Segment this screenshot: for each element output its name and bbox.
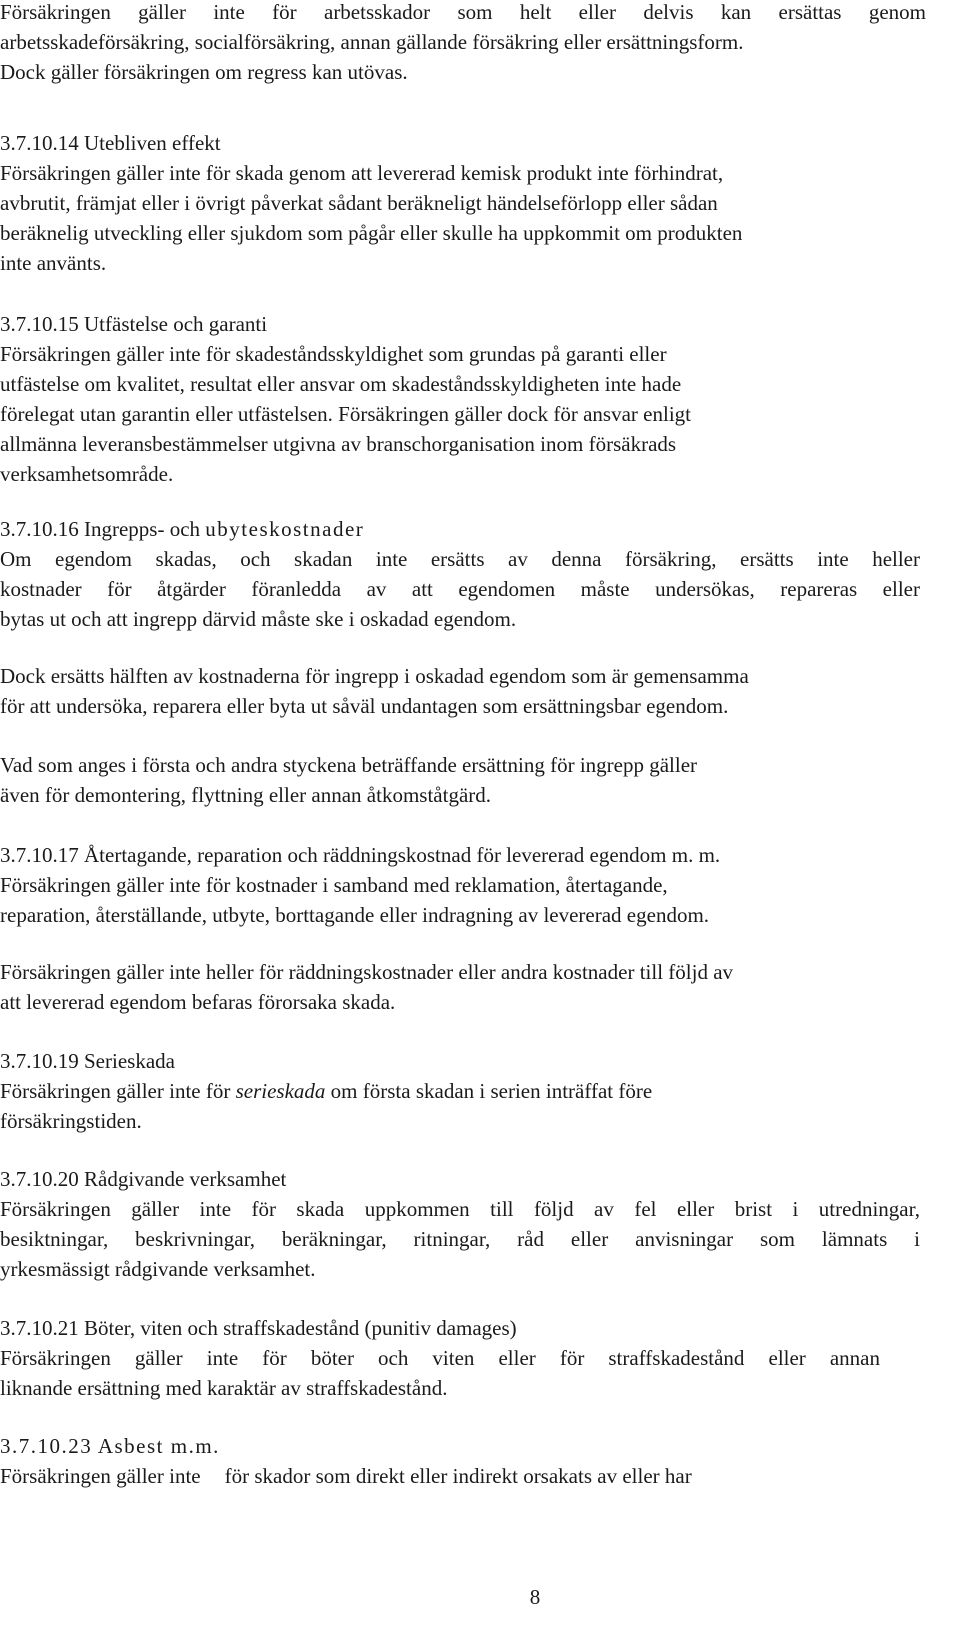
section-line: Försäkringen gäller inte heller för räddningskostnader eller andra kostnader till följd av xyxy=(0,960,734,984)
intro-line-1: Försäkringen gäller inte för arbetsskador som helt eller delvis kan ersättas genom xyxy=(0,0,926,24)
section-line xyxy=(0,1461,926,1491)
section-3-7-10-16-paragraph-2 xyxy=(0,661,926,721)
section-line: Om egendom skadas, och skadan inte ersätts av denna försäkring, ersätts inte heller xyxy=(0,547,920,571)
section-line: Dock ersätts hälften av kostnaderna för ingrepp i oskadad egendom som är gemensamma xyxy=(0,664,749,688)
section-3-7-10-21 xyxy=(0,1313,880,1403)
section-line: avbrutit, främjat eller i övrigt påverkat sådant beräkneligt händelseförlopp eller sådan xyxy=(0,191,718,215)
section-3-7-10-20 xyxy=(0,1164,920,1284)
section-line: reparation, återställande, utbyte, borttagande eller indragning av levererad egendom. xyxy=(0,903,710,927)
section-heading xyxy=(0,514,920,544)
section-line xyxy=(0,1076,926,1106)
page-number: 8 xyxy=(529,1585,541,1609)
section-3-7-10-16-paragraph-3 xyxy=(0,750,926,810)
section-3-7-10-23 xyxy=(0,1431,926,1491)
section-line: förelegat utan garantin eller utfästelsen. Försäkringen gäller dock för ansvar enligt xyxy=(0,402,691,426)
section-line: Försäkringen gäller inte för skada uppkommen till följd av fel eller brist i utredningar, xyxy=(0,1197,920,1221)
section-line: försäkringstiden. xyxy=(0,1109,142,1133)
section-line: besiktningar, beskrivningar, beräkningar, ritningar, råd eller anvisningar som lämnats i xyxy=(0,1227,920,1251)
section-line: yrkesmässigt rådgivande verksamhet. xyxy=(0,1257,316,1281)
intro-line-3: Dock gäller försäkringen om regress kan utövas. xyxy=(0,60,408,84)
section-line: även för demontering, flyttning eller annan åtkomståtgärd. xyxy=(0,783,492,807)
section-line: utfästelse om kvalitet, resultat eller ansvar om skadeståndsskyldigheten inte hade xyxy=(0,372,682,396)
section-line: allmänna leveransbestämmelser utgivna av branschorganisation inom försäkrads xyxy=(0,432,677,456)
section-line: kostnader för åtgärder föranledda av att egendomen måste undersökas, repareras eller xyxy=(0,577,920,601)
intro-line-2: arbetsskadeförsäkring, socialförsäkring, annan gällande försäkring eller ersättningsform. xyxy=(0,30,744,54)
section-line-part: för skador som direkt eller indirekt orsakats av eller har xyxy=(224,1464,692,1488)
section-line: beräknelig utveckling eller sjukdom som pågår eller skulle ha uppkommit om produkten xyxy=(0,221,743,245)
section-line: liknande ersättning med karaktär av straffskadestånd. xyxy=(0,1376,448,1400)
section-line: Försäkringen gäller inte för skada genom att levererad kemisk produkt inte förhindrat, xyxy=(0,161,724,185)
section-3-7-10-17 xyxy=(0,840,926,930)
section-heading: 3.7.10.14 Utebliven effekt xyxy=(0,131,221,155)
section-3-7-10-16 xyxy=(0,514,920,634)
section-3-7-10-19 xyxy=(0,1046,926,1136)
section-heading: 3.7.10.15 Utfästelse och garanti xyxy=(0,312,268,336)
section-line: Försäkringen gäller inte för kostnader i samband med reklamation, återtagande, xyxy=(0,873,668,897)
section-heading: 3.7.10.20 Rådgivande verksamhet xyxy=(0,1167,287,1191)
section-3-7-10-15 xyxy=(0,309,926,489)
section-3-7-10-17-paragraph-2 xyxy=(0,957,926,1017)
intro-paragraph xyxy=(0,0,926,87)
section-3-7-10-14 xyxy=(0,128,926,278)
section-line: inte använts. xyxy=(0,251,107,275)
emphasized-term: serieskada xyxy=(235,1079,326,1103)
section-line-part: om första skadan i serien inträffat före xyxy=(325,1079,653,1103)
section-line: att levererad egendom befaras förorsaka skada. xyxy=(0,990,396,1014)
section-heading: 3.7.10.17 Återtagande, reparation och räddningskostnad för levererad egendom m. m. xyxy=(0,843,721,867)
section-line: Vad som anges i första och andra styckena beträffande ersättning för ingrepp gäller xyxy=(0,753,698,777)
section-heading: 3.7.10.23 Asbest m.m. xyxy=(0,1434,220,1458)
section-heading-number: 3.7.10.16 Ingrepps- och xyxy=(0,517,206,541)
section-line: för att undersöka, reparera eller byta ut såväl undantagen som ersättningsbar egendom. xyxy=(0,694,729,718)
section-heading: 3.7.10.19 Serieskada xyxy=(0,1049,175,1073)
section-line-part: Försäkringen gäller inte för xyxy=(0,1079,236,1103)
section-line: bytas ut och att ingrepp därvid måste ske i oskadad egendom. xyxy=(0,607,517,631)
section-heading: 3.7.10.21 Böter, viten och straffskadestånd (punitiv damages) xyxy=(0,1316,517,1340)
section-heading-tail: ubyteskostnader xyxy=(205,517,365,541)
section-line: Försäkringen gäller inte för skadeståndsskyldighet som grundas på garanti eller xyxy=(0,342,667,366)
section-line: verksamhetsområde. xyxy=(0,462,174,486)
section-line-part: Försäkringen gäller inte xyxy=(0,1464,201,1488)
section-line: Försäkringen gäller inte för böter och viten eller för straffskadestånd eller annan xyxy=(0,1346,880,1370)
